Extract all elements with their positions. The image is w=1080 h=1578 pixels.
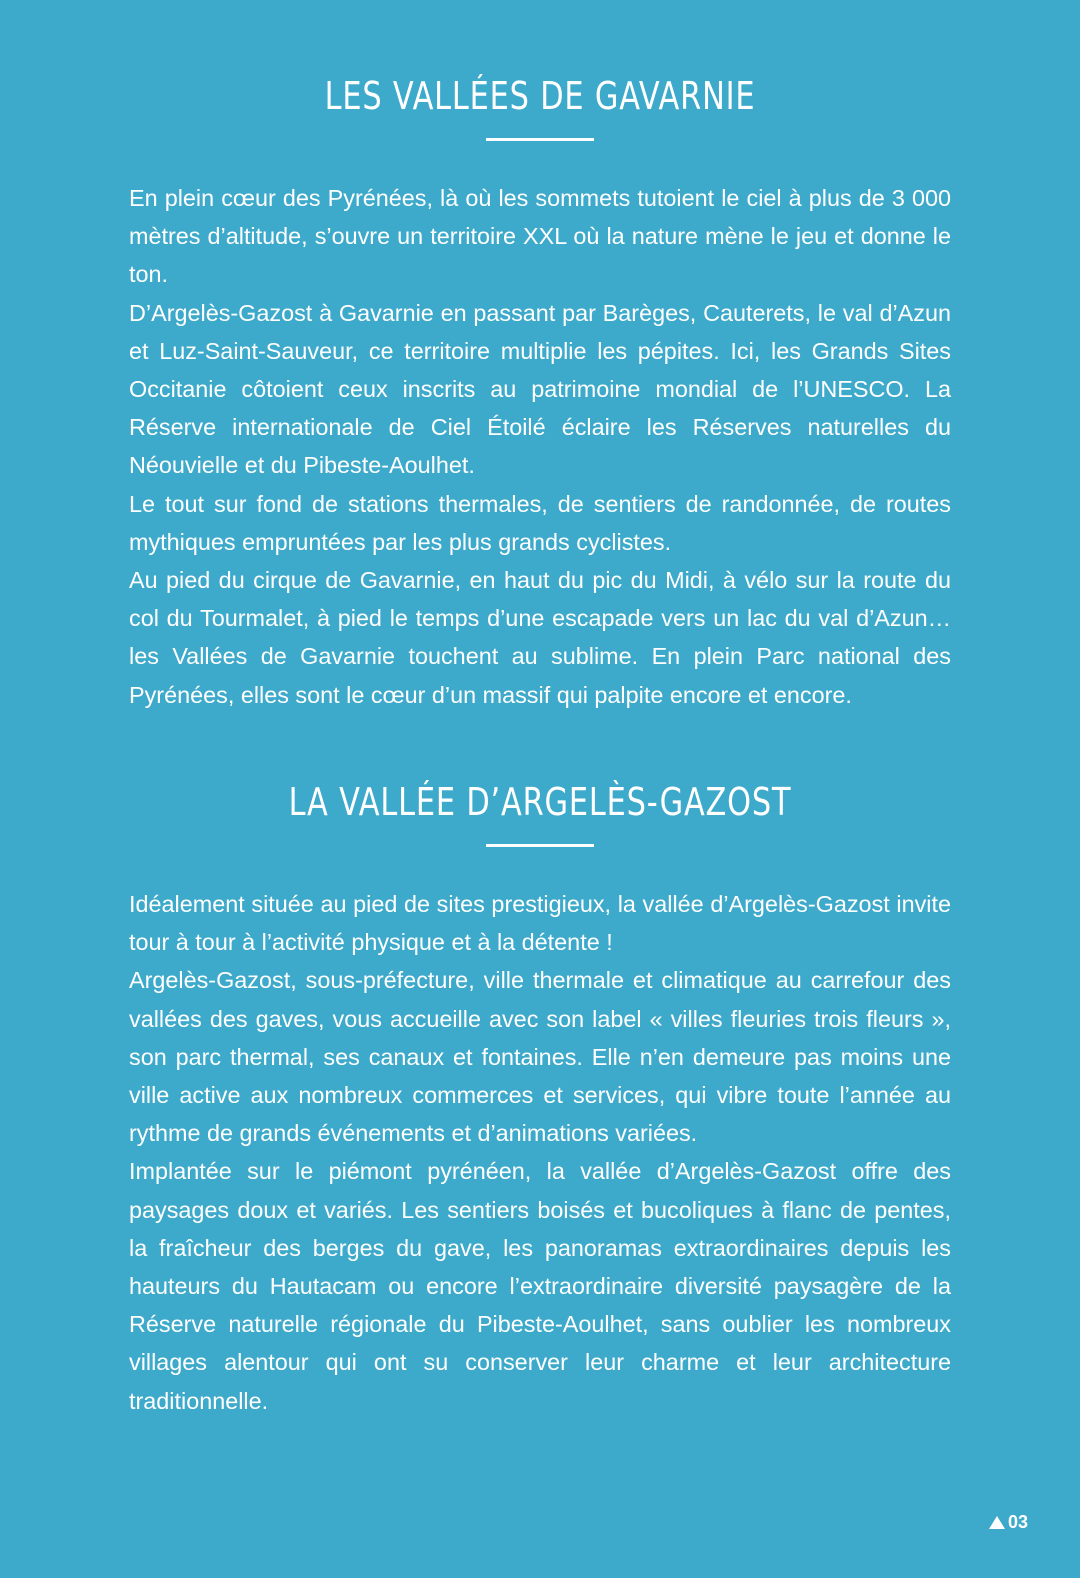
paragraph: Au pied du cirque de Gavarnie, en haut du pic du Midi, à vélo sur la route du col du Tourmalet, à pied le temps d’une escapade vers un lac du val d’Azun… les Vallées de Gavarnie touchent au sublime. En plein Parc national des Pyrénées, elles sont le cœur d’un massif qui palpite encore et encore. [129,567,951,708]
paragraph: Implantée sur le piémont pyrénéen, la vallée d’Argelès-Gazost offre des paysages doux et variés. Les sentiers boisés et bucoliques à flanc de pentes, la fraîcheur des berges du gave, les panoramas extraordinaires depuis les hauteurs du Hautacam ou encore l’extraordinaire diversité paysagère de la Réserve naturelle régionale du Pibeste-Aoulhet, sans oublier les nombreux villages alentour qui ont su conserver leur charme et leur architecture traditionnelle. [129,1158,951,1414]
page-number [989,1511,1028,1533]
section-vallee-argeles-gazost [129,776,951,1420]
title-underline [486,138,594,141]
paragraph: Argelès-Gazost, sous-préfecture, ville thermale et climatique au carrefour des vallées des gaves, vous accueille avec son label « villes fleuries trois fleurs », son parc thermal, ses canaux et fontaines. Elle n’en demeure pas moins une ville active aux nombreux commerces et services, qui vibre toute l’année au rythme de grands événements et d’animations variées. [129,967,951,1147]
paragraph: Idéalement située au pied de sites prestigieux, la vallée d’Argelès-Gazost invite tour à tour à l’activité physique et à la détente ! [129,891,951,956]
section-vallees-de-gavarnie [129,70,951,714]
paragraph: En plein cœur des Pyrénées, là où les sommets tutoient le ciel à plus de 3 000 mètres d’altitude, s’ouvre un territoire XXL où la nature mène le jeu et donne le ton. [129,185,951,288]
title-underline [486,844,594,847]
section-title: LES VALLÉES DE GAVARNIE [324,74,756,118]
paragraph: Le tout sur fond de stations thermales, de sentiers de randonnée, de routes mythiques empruntées par les plus grands cyclistes. [129,490,951,555]
paragraph: D’Argelès-Gazost à Gavarnie en passant par Barèges, Cauterets, le val d’Azun et Luz-Saint-Sauveur, ce territoire multiplie les pépites. Ici, les Grands Sites Occitanie côtoient ceux inscrits au patrimoine mondial de l’UNESCO. La Réserve internationale de Ciel Étoilé éclaire les Réserves naturelles du Néouvielle et du Pibeste-Aoulhet. [129,299,951,479]
triangle-icon [989,1516,1005,1529]
section-body [129,885,951,1420]
section-title: LA VALLÉE D’ARGELÈS-GAZOST [288,780,792,824]
page-number-label: 03 [1007,1512,1028,1532]
section-body [129,179,951,714]
